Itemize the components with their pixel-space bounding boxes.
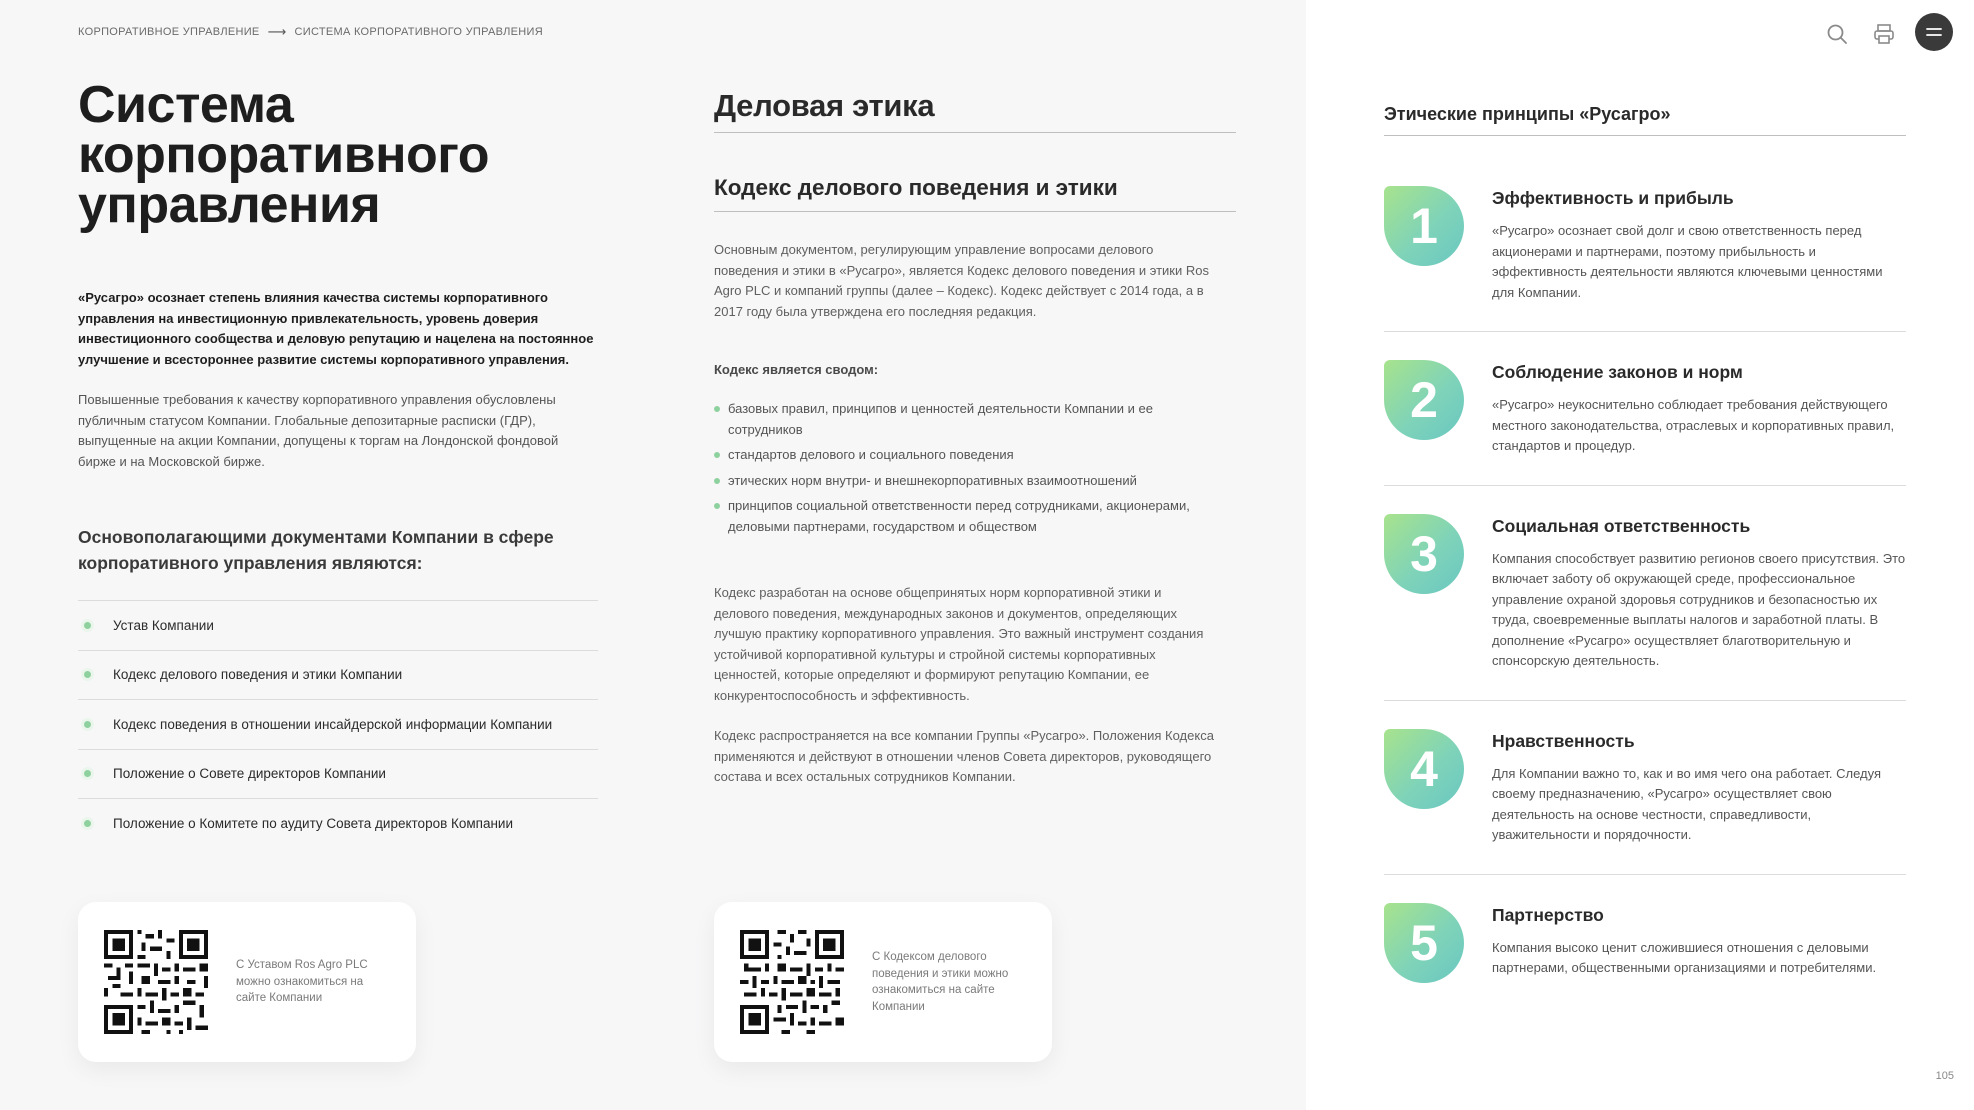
bullet-icon <box>84 770 91 777</box>
code-scope-paragraph: Кодекс распространяется на все компании Группы «Русагро». Положения Кодекса применяются и действуют в отношении членов Совета директоров, руководящего состава и всех остальных сотрудников Компании. <box>714 728 1214 784</box>
list-item <box>78 750 598 800</box>
principle-item <box>1384 486 1906 701</box>
number-badge: 3 <box>1384 514 1464 594</box>
principle-item <box>1384 875 1906 983</box>
list-item <box>714 399 1219 440</box>
section-subtitle: Кодекс делового поведения и этики <box>714 175 1236 212</box>
bullet-icon <box>84 671 91 678</box>
search-icon <box>1826 23 1848 45</box>
page-title: Система корпоративного управления <box>78 76 490 234</box>
lead-paragraph: «Русагро» осознает степень влияния качества системы корпоративного управления на инвестиционную привлекательность, уровень доверия инвестиционного сообщества и деловую репутацию и нацелена на постоянное улучшение и всестороннее развитие системы корпоративного управления. <box>78 290 594 367</box>
business-ethics-column <box>714 88 1236 788</box>
bullet-icon <box>714 503 720 509</box>
list-item-text: Кодекс поведения в отношении инсайдерской информации Компании <box>113 716 553 732</box>
number-badge: 4 <box>1384 729 1464 809</box>
principle-item <box>1384 186 1906 332</box>
menu-icon <box>1925 25 1943 39</box>
list-item-text: Кодекс делового поведения и этики Компании <box>113 667 403 683</box>
code-contents-list <box>714 399 1236 537</box>
list-item <box>714 471 1219 492</box>
principle-title: Соблюдение законов и норм <box>1492 362 1743 382</box>
qr-code-icon[interactable] <box>740 930 844 1034</box>
list-item-text: принципов социальной ответственности перед сотрудниками, акционерами, деловыми партнерами, государством и обществом <box>728 498 1190 534</box>
breadcrumb-item-governance-system[interactable]: СИСТЕМА КОРПОРАТИВНОГО УПРАВЛЕНИЯ <box>294 26 543 38</box>
principle-text: Для Компании важно то, как и во имя чего она работает. Следуя своему предназначению, «Русагро» осуществляет свою деятельность на основе честности, справедливости, уважительности и порядочности. <box>1492 765 1882 842</box>
number-badge: 1 <box>1384 186 1464 266</box>
documents-list <box>78 600 598 849</box>
bullet-icon <box>84 721 91 728</box>
number-badge: 2 <box>1384 360 1464 440</box>
principle-item <box>1384 701 1906 875</box>
list-item <box>78 700 598 750</box>
breadcrumb-item-corporate-governance[interactable]: КОРПОРАТИВНОЕ УПРАВЛЕНИЕ <box>78 26 260 38</box>
list-item <box>78 799 598 849</box>
principle-title: Эффективность и прибыль <box>1492 188 1734 208</box>
list-item <box>78 651 598 701</box>
bullet-icon <box>714 406 720 412</box>
principle-item <box>1384 332 1906 486</box>
principle-text: Компания способствует развитию регионов своего присутствия. Это включает заботу об окружающей среде, профессиональное управление охраной здоровья сотрудников и безопасностью их труда, своевременные выплаты налогов и заработной платы. В дополнение «Русагро» осуществляет благотворительную и спонсорскую деятельность. <box>1492 550 1906 668</box>
code-basis-paragraph: Кодекс разработан на основе общепринятых норм корпоративной этики и делового поведения, международных законов и документов, определяющих лучшую практику корпоративного управления. Это важный инструмент создания устойчивой корпоративной культуры и стройной системы корпоративных ценностей, которые определяют и формируют репутацию Компании, ее конкурентоспособность и эффективность. <box>714 585 1204 703</box>
bullet-icon <box>84 820 91 827</box>
qr-code-icon[interactable] <box>104 930 208 1034</box>
principle-text: «Русагро» неукоснительно соблюдает требования действующего местного законодательства, отраслевых и корпоративных правил, стандартов и процедур. <box>1492 397 1895 453</box>
breadcrumb <box>78 24 543 40</box>
list-item-text: Положение о Комитете по аудиту Совета директоров Компании <box>113 816 514 832</box>
ethical-principles-column <box>1384 104 1906 983</box>
list-item-text: базовых правил, принципов и ценностей деятельности Компании и ее сотрудников <box>728 401 1153 437</box>
list-item-text: стандартов делового и социального поведения <box>728 447 1014 462</box>
list-item <box>714 445 1219 466</box>
gdr-paragraph: Повышенные требования к качеству корпоративного управления обусловлены публичным статусом Компании. Глобальные депозитарные расписки (ГДР), выпущенные на акции Компании, допущены к торгам на Лондонской фондовой бирже и на Московской бирже. <box>78 392 559 469</box>
list-item <box>78 601 598 651</box>
principle-text: Компания высоко ценит сложившиеся отношения с деловыми партнерами, общественными организациями и потребителями. <box>1492 939 1877 975</box>
list-item-text: Положение о Совете директоров Компании <box>113 766 386 782</box>
governance-system-column <box>78 76 600 849</box>
bullet-icon <box>714 478 720 484</box>
number-badge: 5 <box>1384 903 1464 983</box>
principle-title: Партнерство <box>1492 904 1604 925</box>
code-qr-caption: С Кодексом делового поведения и этики можно ознакомиться на сайте Компании <box>872 951 1009 1013</box>
principles-title: Этические принципы «Русагро» <box>1384 104 1906 136</box>
charter-qr-card[interactable] <box>78 902 416 1062</box>
code-qr-card[interactable] <box>714 902 1052 1062</box>
menu-button[interactable] <box>1915 13 1953 51</box>
principle-text: «Русагро» осознает свой долг и свою ответственность перед акционерами и партнерами, поэтому прибыльность и эффективность деятельности являются ключевыми ценностями для Компании. <box>1492 223 1883 300</box>
charter-qr-caption: С Уставом Ros Agro PLC можно ознакомиться на сайте Компании <box>236 959 368 1005</box>
principle-title: Социальная ответственность <box>1492 515 1751 536</box>
code-intro-paragraph: Основным документом, регулирующим управление вопросами делового поведения и этики в «Русагро», является Кодекс делового поведения и этики Ros Agro PLC и компаний группы (далее – Кодекс). Кодекс действует с 2014 года, а в 2017 году была утверждена его последняя редакция. <box>714 242 1209 319</box>
printer-icon <box>1873 23 1895 45</box>
code-list-label: Кодекс является сводом: <box>714 362 879 377</box>
principle-title: Нравственность <box>1492 730 1635 751</box>
bullet-icon <box>84 622 91 629</box>
page-number: 105 <box>1935 1070 1954 1082</box>
search-button[interactable] <box>1823 20 1851 48</box>
list-item <box>714 496 1219 537</box>
list-item-text: этических норм внутри- и внешнекорпоративных взаимоотношений <box>728 472 1137 488</box>
list-item-text: Устав Компании <box>113 617 214 633</box>
documents-heading: Основополагающими документами Компании в сфере корпоративного управления являются: <box>78 527 554 573</box>
bullet-icon <box>714 452 720 458</box>
print-button[interactable] <box>1870 20 1898 48</box>
arrow-right-icon: ⟶ <box>267 24 287 39</box>
section-title: Деловая этика <box>714 88 1236 133</box>
